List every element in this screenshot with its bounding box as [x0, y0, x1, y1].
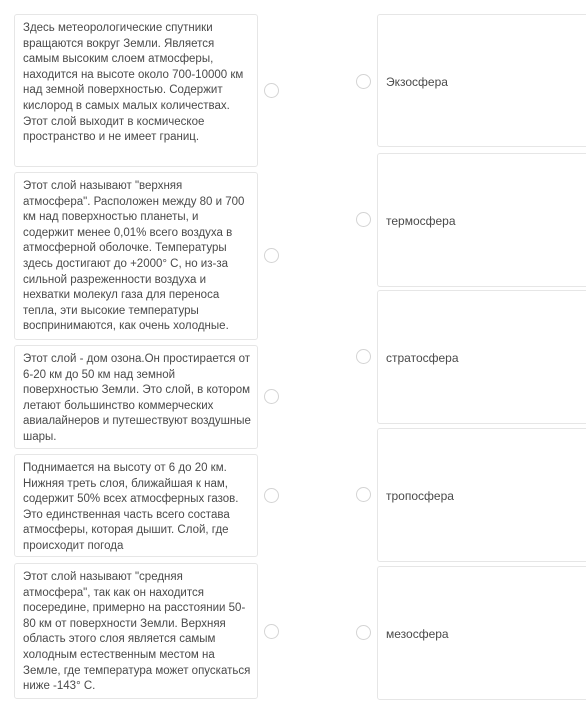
option-card-stratosphere[interactable] [377, 290, 586, 424]
option-5-radio[interactable] [356, 625, 371, 640]
option-3-radio[interactable] [356, 349, 371, 364]
description-text: Здесь метеорологические спутники вращаются вокруг Земли. Является самым высоким слоем атмосферы, находится на высоте около 700-10000 км над земной поверхностью. Содержит кислород в самых малых количествах. Этот слой выходит в космическое пространство и не имеет границ. [23, 22, 244, 144]
description-text: Этот слой называют "средняя атмосфера", так как он находится посередине, примерно на расстоянии 50-80 км от поверхности Земли. Верхняя область этого слоя является самым холодным естественным местом на Земле, где температура может опускаться ниже -143° С. [23, 571, 251, 693]
description-2-radio[interactable] [264, 248, 279, 263]
description-card-1 [14, 14, 258, 167]
option-label: стратосфера [386, 351, 459, 365]
option-label: мезосфера [386, 627, 449, 641]
option-label: тропосфера [386, 489, 454, 503]
description-text: Поднимается на высоту от 6 до 20 км. Нижняя треть слоя, ближайшая к нам, содержит 50% всех атмосферных газов. Это единственная часть всего состава атмосферы, которая дышит. Слой, где происходит погода [23, 462, 239, 552]
description-card-5 [14, 563, 258, 699]
option-4-radio[interactable] [356, 487, 371, 502]
description-card-3 [14, 345, 258, 449]
description-text: Этот слой - дом озона.Он простирается от 6-20 км до 50 км над земной поверхностью Земли. Это слой, в котором летают большинство коммерческих авиалайнеров и путешествуют воздушные шары. [23, 353, 251, 443]
option-1-radio[interactable] [356, 74, 371, 89]
option-label: термосфера [386, 214, 456, 228]
option-card-troposphere[interactable] [377, 428, 586, 562]
option-card-mesosphere[interactable] [377, 566, 586, 700]
description-5-radio[interactable] [264, 624, 279, 639]
option-card-exosphere[interactable] [377, 14, 586, 147]
option-card-thermosphere[interactable] [377, 153, 586, 287]
description-3-radio[interactable] [264, 389, 279, 404]
option-label: Экзосфера [386, 75, 448, 89]
description-4-radio[interactable] [264, 488, 279, 503]
description-card-4 [14, 454, 258, 557]
description-text: Этот слой называют "верхняя атмосфера". Расположен между 80 и 700 км над поверхностью планеты, и содержит менее 0,01% всего воздуха в атмосферной оболочке. Температуры здесь достигают до +2000° С, но из-за сильной разреженности воздуха и нехватки молекул газа для переноса тепла, эти высокие температуры воспринимаются, как очень холодные. [23, 180, 245, 333]
description-1-radio[interactable] [264, 83, 279, 98]
option-2-radio[interactable] [356, 212, 371, 227]
description-card-2 [14, 172, 258, 340]
